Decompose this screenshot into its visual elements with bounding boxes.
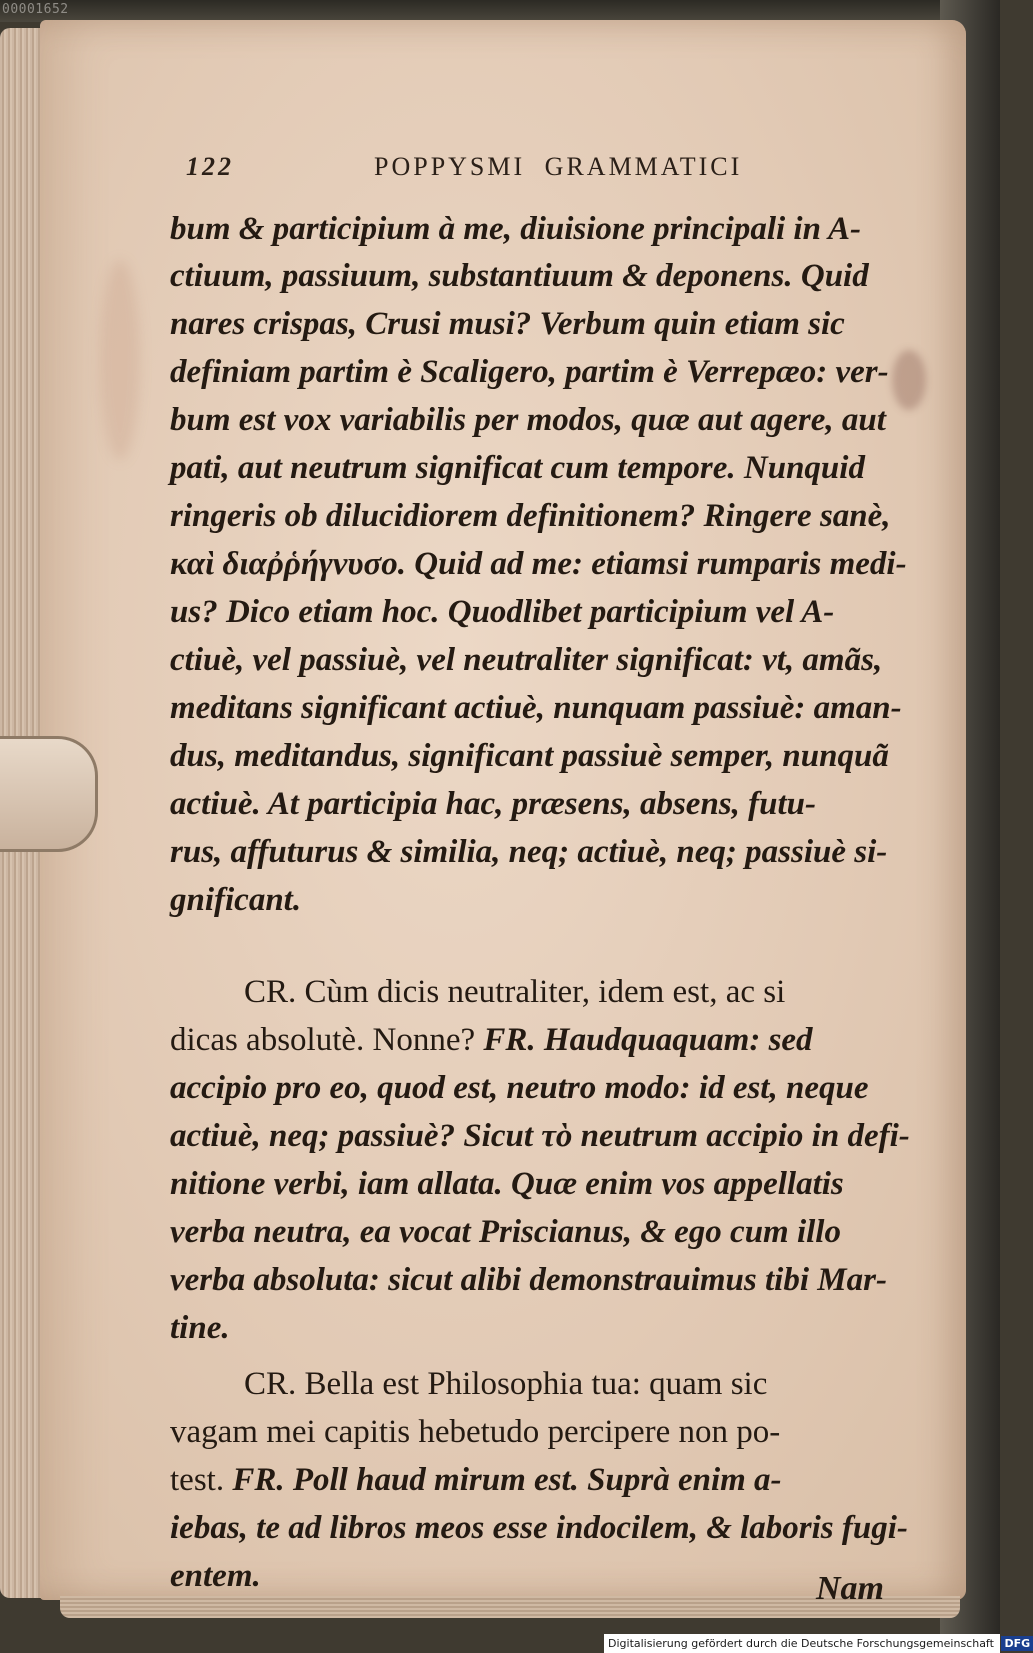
footer-credit-text: Digitalisierung gefördert durch die Deutsche Forschungsgemeinschaft	[608, 1637, 994, 1650]
paper-stain	[100, 260, 140, 460]
text-line: καὶ διαῤῥήγνυσο. Quid ad me: etiamsi rumparis medi-	[170, 546, 907, 582]
text-line	[170, 1016, 910, 1064]
running-head	[186, 152, 856, 192]
text-line: dus, meditandus, significant passiuè semper, nunquã	[170, 738, 889, 774]
text-line: verba absoluta: sicut alibi demonstrauimus tibi Mar-	[170, 1262, 887, 1298]
running-title: POPPYSMI GRAMMATICI	[374, 152, 743, 181]
text-line: definiam partim è Scaligero, partim è Verrepæo: ver-	[170, 354, 889, 390]
italic-segment: FR. Poll haud mirum est. Suprà enim a-	[232, 1462, 782, 1498]
text-line: accipio pro eo, quod est, neutro modo: id est, neque	[170, 1070, 869, 1106]
text-line: pati, aut neutrum significat cum tempore. Nunquid	[170, 450, 865, 486]
text-line	[170, 1456, 910, 1504]
text-line: actiuè. At participia hac, præsens, absens, futu-	[170, 786, 816, 822]
text-line: CR. Cùm dicis neutraliter, idem est, ac si	[244, 974, 786, 1010]
text-line: CR. Bella est Philosophia tua: quam sic	[244, 1366, 768, 1402]
page-clip	[0, 736, 98, 852]
text-line: iebas, te ad libros meos esse indocilem, & laboris fugi-	[170, 1510, 908, 1546]
text-line: entem.	[170, 1558, 261, 1594]
text-line: meditans significant actiuè, nunquam passiuè: aman-	[170, 690, 902, 726]
text-line: us? Dico etiam hoc. Quodlibet participium vel A-	[170, 594, 835, 630]
text-line: gnificant.	[170, 882, 302, 918]
scan-id-label: 00001652	[2, 2, 69, 17]
italic-segment: FR. Haudquaquam: sed	[483, 1022, 813, 1058]
roman-segment: dicas absolutè. Nonne?	[170, 1022, 476, 1058]
text-line: actiuè, neq; passiuè? Sicut τὸ neutrum accipio in defi-	[170, 1118, 910, 1154]
text-line: bum & participium à me, diuisione principali in A-	[170, 211, 861, 247]
scanner-top-band	[0, 0, 1000, 22]
text-line: rus, affuturus & similia, neq; actiuè, neq; passiuè si-	[170, 834, 888, 870]
text-line: nitione verbi, iam allata. Quæ enim vos appellatis	[170, 1166, 844, 1202]
footer-credit	[604, 1634, 1031, 1653]
text-line: ctiuè, vel passiuè, vel neutraliter significat: vt, amãs,	[170, 642, 883, 678]
roman-segment: test.	[170, 1462, 225, 1498]
catchword: Nam	[816, 1570, 884, 1607]
text-line: vagam mei capitis hebetudo percipere non po-	[170, 1414, 781, 1450]
text-line: ctiuum, passiuum, substantiuum & deponens. Quid	[170, 258, 869, 294]
text-line: bum est vox variabilis per modos, quæ aut agere, aut	[170, 402, 886, 438]
page-number: 122	[186, 152, 234, 181]
text-line: ringeris ob dilucidiorem definitionem? Ringere sanè,	[170, 498, 891, 534]
text-line: nares crispas, Crusi musi? Verbum quin etiam sic	[170, 306, 845, 342]
text-line: tine.	[170, 1310, 230, 1346]
text-line: verba neutra, ea vocat Priscianus, & ego cum illo	[170, 1214, 841, 1250]
dfg-logo: DFG	[1001, 1636, 1033, 1651]
